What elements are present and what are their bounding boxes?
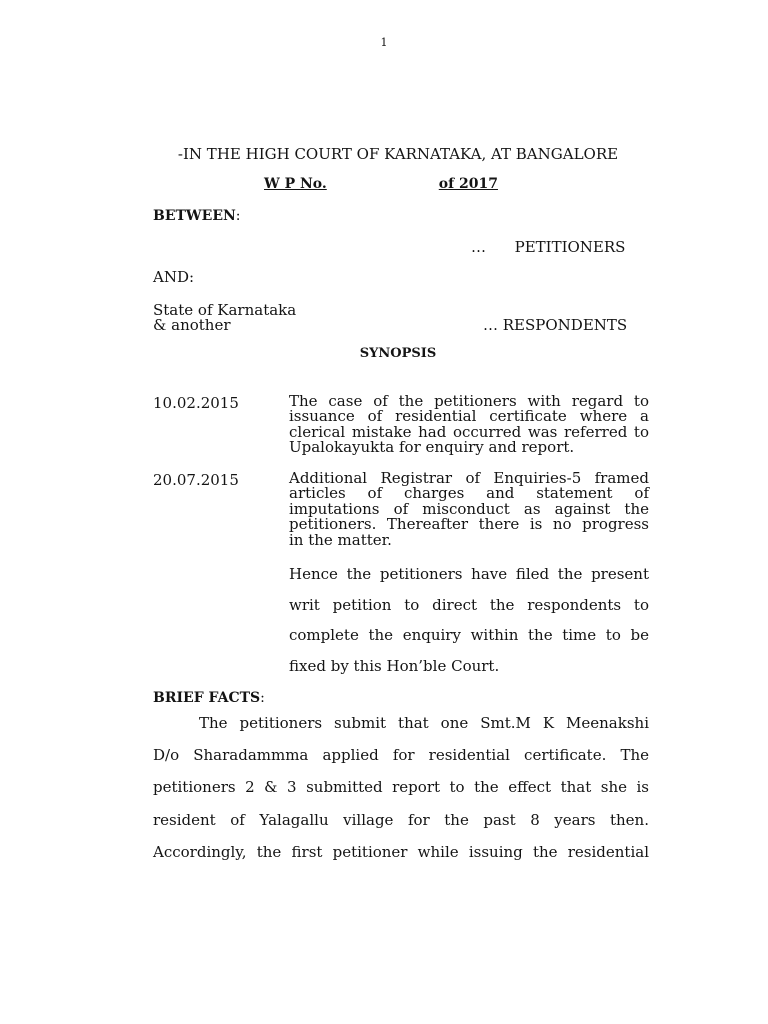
facts-line: Accordingly, the first petitioner while issuing the residential [153,842,649,861]
synopsis-description [289,471,649,548]
hence-line: fixed by this Hon’ble Court. [289,656,500,675]
hence-paragraph [289,565,649,687]
synopsis-line: Additional Registrar of Enquiries-5 framed [289,469,649,487]
synopsis-line: The case of the petitioners with regard to [289,392,649,410]
synopsis-description [289,394,649,456]
wp-prefix: W P No. [264,176,327,192]
wp-number-line [264,176,498,192]
between-colon: : [235,208,241,224]
wp-suffix: of 2017 [438,176,498,192]
and-label: AND: [153,268,195,286]
synopsis-line: in the matter. [289,530,392,549]
facts-line: resident of Yalagallu village for the past 8 years then. [153,810,649,829]
hence-line: Hence the petitioners have filed the present [289,565,649,583]
brief-facts-paragraph [153,714,649,875]
synopsis-line: clerical mistake had occurred was referred to [289,422,649,441]
page-number: 1 [380,36,388,49]
synopsis-date: 10.02.2015 [153,394,239,412]
facts-line: D/o Sharadammma applied for residential certificate. The [153,746,649,765]
brief-facts-heading [153,690,265,706]
synopsis-line: issuance of residential certificate where a [289,407,649,426]
hence-line: writ petition to direct the respondents to [289,595,649,614]
synopsis-line: articles of charges and statement of [289,484,649,503]
respondent-line-1: State of Karnataka [153,301,297,319]
brief-facts-colon: : [260,690,265,706]
synopsis-line: imputations of misconduct as against the [289,499,649,518]
respondents-label: … RESPONDENTS [483,316,628,334]
respondent-line-2: & another [153,316,231,334]
between-heading [153,208,241,224]
court-title: -IN THE HIGH COURT OF KARNATAKA, AT BANGALORE [177,145,619,163]
synopsis-date: 20.07.2015 [153,471,239,489]
brief-facts-label: BRIEF FACTS [153,690,261,706]
synopsis-heading: SYNOPSIS [359,346,437,361]
petitioners-label: … PETITIONERS [471,238,626,256]
facts-line: petitioners 2 & 3 submitted report to the effect that she is [153,778,649,797]
synopsis-line: Upalokayukta for enquiry and report. [289,438,575,457]
between-label: BETWEEN [153,208,236,224]
synopsis-line: petitioners. Thereafter there is no progress [289,515,649,534]
facts-line: The petitioners submit that one Smt.M K Meenakshi [199,714,649,732]
hence-line: complete the enquiry within the time to be [289,626,649,644]
